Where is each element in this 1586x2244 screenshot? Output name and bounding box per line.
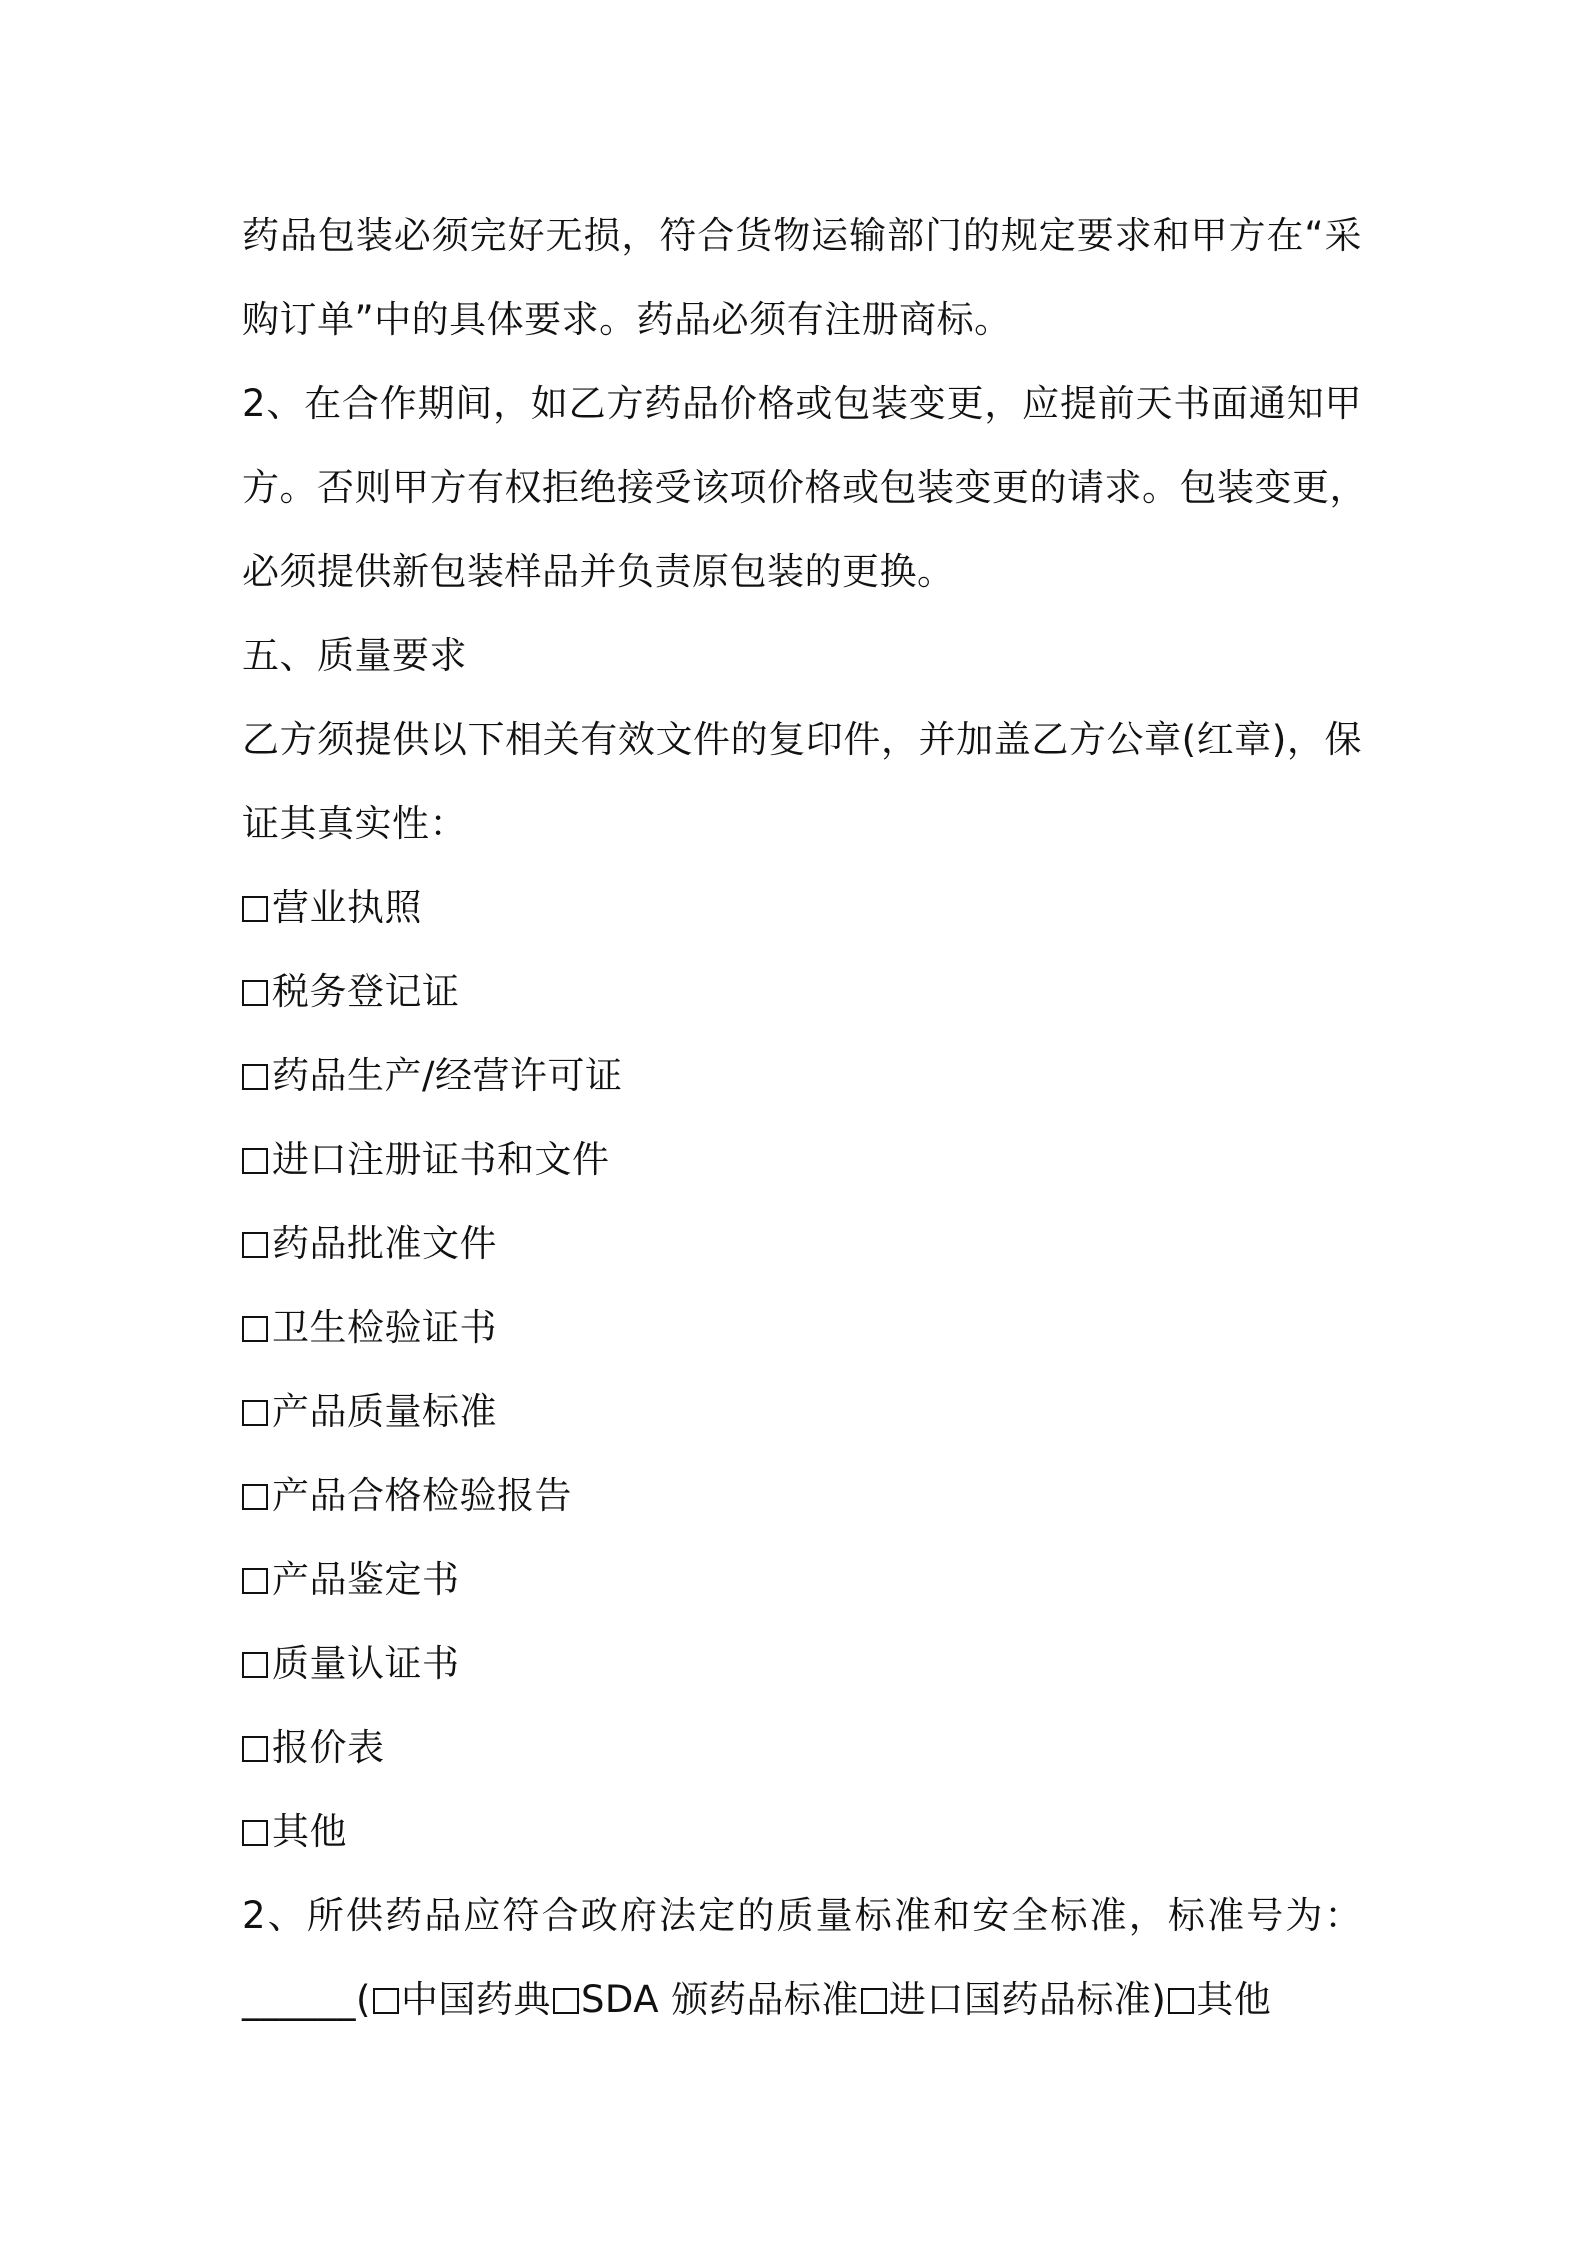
checkbox-icon[interactable] xyxy=(242,1568,268,1594)
checklist-item-label: 质量认证书 xyxy=(272,1642,460,1685)
checkbox-icon[interactable] xyxy=(242,1232,268,1258)
checklist-item xyxy=(242,1790,1362,1874)
checklist-item xyxy=(242,1622,1362,1706)
paragraph-line: 购订单”中的具体要求。药品必须有注册商标。 xyxy=(242,298,1012,341)
checkbox-icon[interactable] xyxy=(242,1652,268,1678)
checklist-item xyxy=(242,1118,1362,1202)
checklist-item-label: 药品批准文件 xyxy=(272,1222,497,1265)
option-label: SDA 颁药品标准 xyxy=(580,1978,859,2021)
checkbox-icon[interactable] xyxy=(242,1316,268,1342)
paragraph-line: 药品包装必须完好无损，符合货物运输部门的规定要求和甲方在“采 xyxy=(242,214,1362,257)
checklist-item xyxy=(242,1202,1362,1286)
section-heading: 五、质量要求 xyxy=(242,634,467,677)
paragraph-line: 方。否则甲方有权拒绝接受该项价格或包装变更的请求。包装变更， xyxy=(242,466,1367,509)
checklist-item-label: 产品鉴定书 xyxy=(272,1558,460,1601)
section-intro-line: 乙方须提供以下相关有效文件的复印件，并加盖乙方公章(红章)，保 xyxy=(242,718,1362,761)
checklist-item xyxy=(242,866,1362,950)
paragraph-line: 2、在合作期间，如乙方药品价格或包装变更，应提前天书面通知甲 xyxy=(242,382,1362,425)
checkbox-icon[interactable] xyxy=(242,1820,268,1846)
checklist-item-label: 营业执照 xyxy=(272,886,422,929)
checklist-item xyxy=(242,1454,1362,1538)
checklist-item xyxy=(242,1286,1362,1370)
checkbox-icon[interactable] xyxy=(553,1988,579,2014)
checklist-item-label: 进口注册证书和文件 xyxy=(272,1138,610,1181)
option-label: 进口国药品标准) xyxy=(888,1978,1167,2021)
checklist-item xyxy=(242,950,1362,1034)
checkbox-icon[interactable] xyxy=(242,1064,268,1090)
option-label: 中国药典 xyxy=(400,1978,551,2021)
option-label: 其他 xyxy=(1196,1978,1272,2021)
checkbox-icon[interactable] xyxy=(861,1988,887,2014)
checklist-item xyxy=(242,1034,1362,1118)
document-page xyxy=(242,194,1367,2042)
checklist-item-label: 药品生产/经营许可证 xyxy=(272,1054,623,1097)
checklist-item-label: 产品质量标准 xyxy=(272,1390,497,1433)
checklist-item xyxy=(242,1370,1362,1454)
checklist-item-label: 报价表 xyxy=(272,1726,385,1769)
section-intro-line: 证其真实性： xyxy=(242,802,467,845)
checkbox-icon[interactable] xyxy=(1168,1988,1194,2014)
checkbox-icon[interactable] xyxy=(242,1400,268,1426)
checkbox-icon[interactable] xyxy=(242,1484,268,1510)
checklist-item xyxy=(242,1706,1362,1790)
checklist-item-label: 税务登记证 xyxy=(272,970,460,1013)
checkbox-icon[interactable] xyxy=(242,1148,268,1174)
checkbox-icon[interactable] xyxy=(242,896,268,922)
checklist-item-label: 其他 xyxy=(272,1810,347,1853)
standard-line: 2、所供药品应符合政府法定的质量标准和安全标准，标准号为： xyxy=(242,1894,1362,1937)
checkbox-icon[interactable] xyxy=(242,980,268,1006)
checklist-item-label: 卫生检验证书 xyxy=(272,1306,497,1349)
blank-field[interactable]: ______( xyxy=(242,1978,371,2021)
checklist-item xyxy=(242,1538,1362,1622)
paragraph-line: 必须提供新包装样品并负责原包装的更换。 xyxy=(242,550,955,593)
checklist-item-label: 产品合格检验报告 xyxy=(272,1474,572,1517)
standard-options-line xyxy=(242,1958,1362,2042)
checkbox-icon[interactable] xyxy=(242,1736,268,1762)
checkbox-icon[interactable] xyxy=(373,1988,399,2014)
